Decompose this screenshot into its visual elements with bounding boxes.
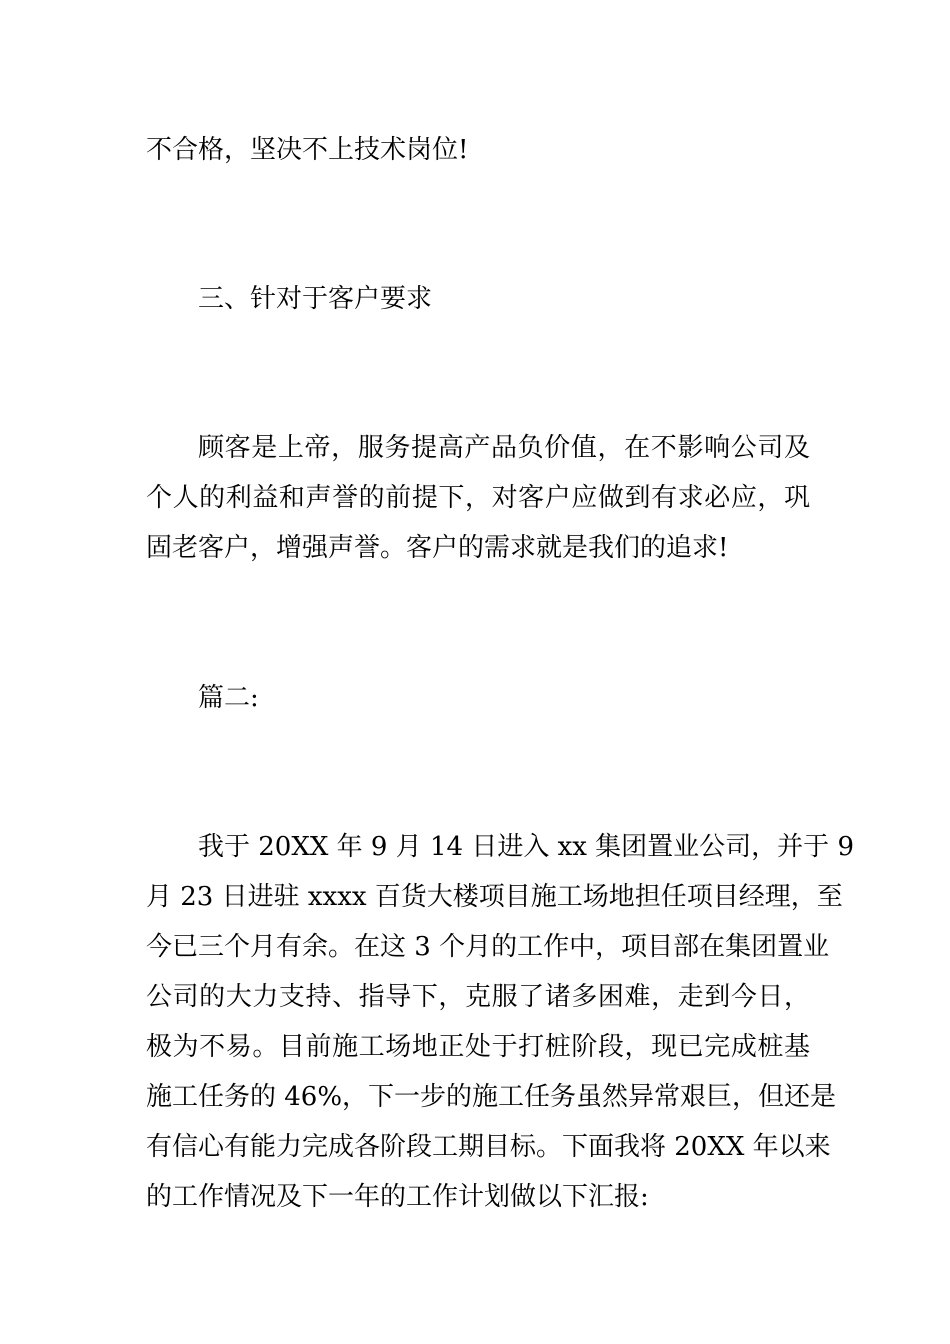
paragraph-report-line-7: 有信心有能力完成各阶段工期目标。下面我将 20XX 年以来	[146, 1132, 831, 1162]
paragraph-report-line-4: 公司的大力支持、指导下，克服了诸多困难，走到今日，	[146, 982, 810, 1012]
paragraph-report-line-2: 月 23 日进驻 xxxx 百货大楼项目施工场地担任项目经理，至	[146, 882, 843, 912]
paragraph-customer-line-1: 顾客是上帝，服务提高产品负价值，在不影响公司及	[198, 433, 810, 463]
paragraph-report-line-3: 今已三个月有余。在这 3 个月的工作中，项目部在集团置业	[146, 932, 830, 962]
paragraph-report-line-5: 极为不易。目前施工场地正处于打桩阶段，现已完成桩基	[146, 1032, 810, 1062]
paragraph-customer-line-2: 个人的利益和声誉的前提下，对客户应做到有求必应，巩	[146, 483, 810, 513]
paragraph-report-line-1: 我于 20XX 年 9 月 14 日进入 xx 集团置业公司，并于 9	[198, 832, 854, 862]
chapter-heading-part-two: 篇二:	[198, 683, 259, 713]
paragraph-report-line-8: 的工作情况及下一年的工作计划做以下汇报:	[146, 1182, 649, 1212]
section-heading-customer-requirements: 三、针对于客户要求	[198, 284, 433, 314]
paragraph-report-line-6: 施工任务的 46%，下一步的施工任务虽然异常艰巨，但还是	[146, 1082, 837, 1112]
paragraph-customer-line-3: 固老客户，增强声誉。客户的需求就是我们的追求!	[146, 533, 729, 563]
paragraph-continuation-line: 不合格，坚决不上技术岗位!	[146, 135, 469, 165]
